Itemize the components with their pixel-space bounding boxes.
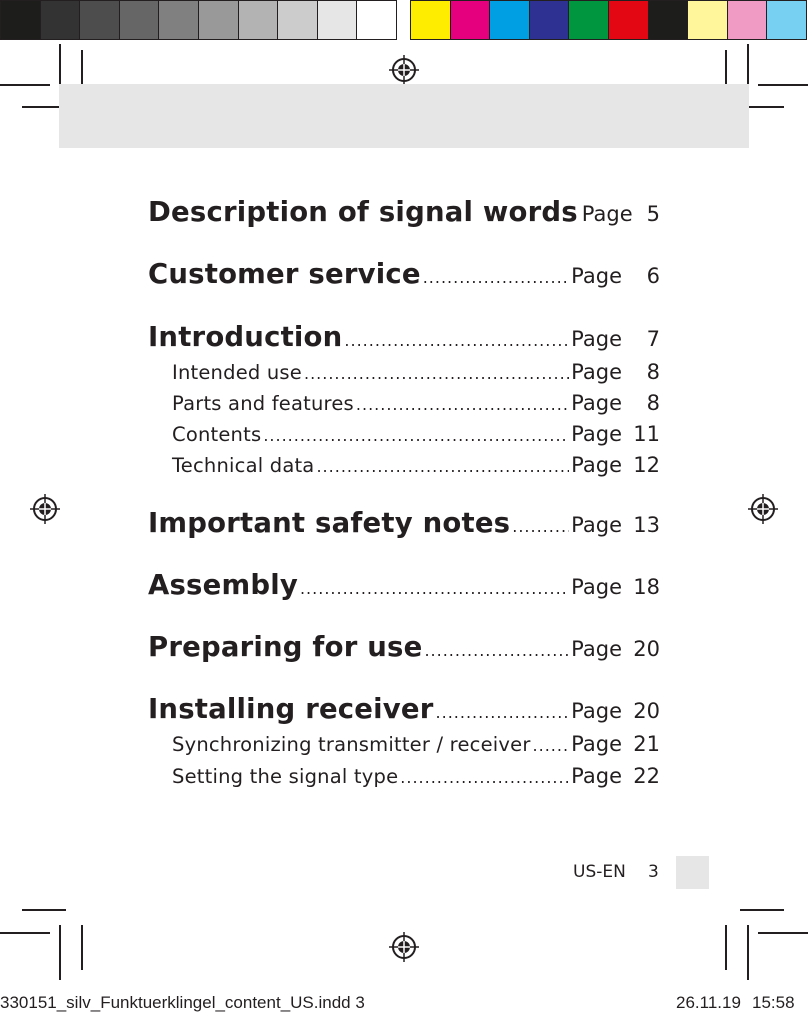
gray-swatch (40, 0, 81, 40)
toc-page-number: 12 (633, 453, 660, 477)
toc-page-number: 22 (633, 764, 660, 788)
toc-leader-dots (424, 641, 569, 660)
toc-page-number: 5 (646, 202, 660, 226)
toc-page-number: 8 (646, 360, 660, 384)
toc-page-label: Page (571, 360, 622, 384)
slug-time: 15:58 (752, 993, 795, 1012)
toc-entry-title: Setting the signal type (172, 765, 399, 788)
toc-page-label: Page (571, 513, 622, 537)
gray-swatch (277, 0, 318, 40)
toc-page-number: 8 (646, 391, 660, 415)
toc-entry[interactable] (148, 196, 660, 228)
toc-page-label: Page (571, 732, 622, 756)
toc-page-number: 7 (646, 327, 660, 351)
toc-page-number: 13 (633, 513, 660, 537)
toc-page-number: 18 (633, 575, 660, 599)
registration-mark-icon (389, 932, 419, 962)
toc-subentry[interactable] (172, 422, 660, 446)
crop-mark (725, 925, 727, 970)
toc-page-label: Page (571, 637, 622, 661)
slug-file-name: 330151_silv_Funktuerklingel_content_US.indd 3 (0, 993, 365, 1012)
toc-leader-dots (263, 426, 569, 445)
toc-leader-dots (300, 579, 569, 598)
toc-entry-title: Parts and features (172, 392, 354, 415)
toc-subentry[interactable] (172, 391, 660, 415)
toc-entry[interactable] (148, 693, 660, 725)
toc-subentry[interactable] (172, 360, 660, 384)
registration-mark-icon (30, 494, 60, 524)
crop-mark (747, 925, 749, 980)
toc-entry-title: Preparing for use (148, 631, 423, 663)
color-calibration-bar (0, 0, 808, 42)
gray-swatch (356, 0, 397, 40)
toc-leader-dots (512, 517, 569, 536)
toc-entry-title: Technical data (172, 454, 315, 477)
toc-entry-title: Intended use (172, 361, 302, 384)
toc-subentry[interactable] (172, 453, 660, 477)
toc-leader-dots (304, 364, 569, 383)
footer-tab-marker (676, 856, 709, 889)
toc-entry-title: Introduction (148, 321, 343, 353)
footer-page-number: 3 (648, 862, 659, 882)
toc-leader-dots (356, 395, 569, 414)
toc-entry[interactable] (148, 321, 660, 353)
toc-leader-dots (533, 736, 570, 755)
gray-swatch (317, 0, 358, 40)
toc-page-number: 11 (633, 422, 660, 446)
toc-page-label: Page (571, 264, 622, 288)
crop-mark (0, 84, 50, 86)
toc-page-label: Page (581, 202, 633, 226)
toc-entry-title: Installing receiver (148, 693, 434, 725)
color-swatch (766, 0, 807, 40)
footer-language-code: US-EN (573, 862, 626, 882)
toc-page-label: Page (571, 575, 622, 599)
slug-date: 26.11.19 (676, 993, 741, 1012)
gray-swatch (198, 0, 239, 40)
color-swatch (410, 0, 451, 40)
toc-page-label: Page (571, 391, 622, 415)
toc-page-label: Page (571, 327, 622, 351)
toc-page-label: Page (571, 453, 622, 477)
toc-entry-title: Synchronizing transmitter / receiver (172, 733, 531, 756)
crop-mark (22, 909, 66, 911)
crop-mark (0, 932, 50, 934)
toc-subentry[interactable] (172, 732, 660, 756)
toc-entry-title: Description of signal words (148, 196, 578, 228)
color-swatch (687, 0, 728, 40)
toc-leader-dots (436, 703, 570, 722)
toc-entry[interactable] (148, 631, 660, 663)
header-band (59, 84, 749, 148)
crop-mark (758, 932, 808, 934)
toc-entry[interactable] (148, 507, 660, 539)
toc-leader-dots (316, 457, 569, 476)
crop-mark (81, 925, 83, 970)
toc-page-label: Page (571, 764, 622, 788)
crop-mark (740, 909, 784, 911)
color-swatch (727, 0, 768, 40)
gray-swatch (238, 0, 279, 40)
toc-entry-title: Customer service (148, 258, 421, 290)
crop-mark (59, 925, 61, 980)
toc-page-label: Page (571, 699, 622, 723)
color-swatch (648, 0, 689, 40)
toc-page-number: 6 (646, 264, 660, 288)
toc-page-number: 21 (633, 732, 660, 756)
toc-leader-dots (400, 768, 569, 787)
color-swatch (450, 0, 491, 40)
gray-swatch (119, 0, 160, 40)
crop-mark (758, 84, 808, 86)
toc-leader-dots (344, 331, 569, 350)
toc-page-label: Page (571, 422, 622, 446)
toc-entry[interactable] (148, 569, 660, 601)
gray-swatch (0, 0, 41, 40)
toc-entry-title: Contents (172, 423, 262, 446)
toc-entry-title: Important safety notes (148, 507, 511, 539)
color-swatch (568, 0, 609, 40)
toc-page-number: 20 (633, 699, 660, 723)
color-swatch (529, 0, 570, 40)
gray-swatch (158, 0, 199, 40)
color-swatch (608, 0, 649, 40)
gray-swatch (79, 0, 120, 40)
registration-mark-icon (389, 55, 419, 85)
toc-page-number: 20 (633, 637, 660, 661)
toc-entry[interactable] (148, 258, 660, 290)
registration-mark-icon (748, 494, 778, 524)
toc-leader-dots (423, 268, 569, 287)
toc-subentry[interactable] (172, 764, 660, 788)
toc-entry-title: Assembly (148, 569, 298, 601)
color-swatch (489, 0, 530, 40)
